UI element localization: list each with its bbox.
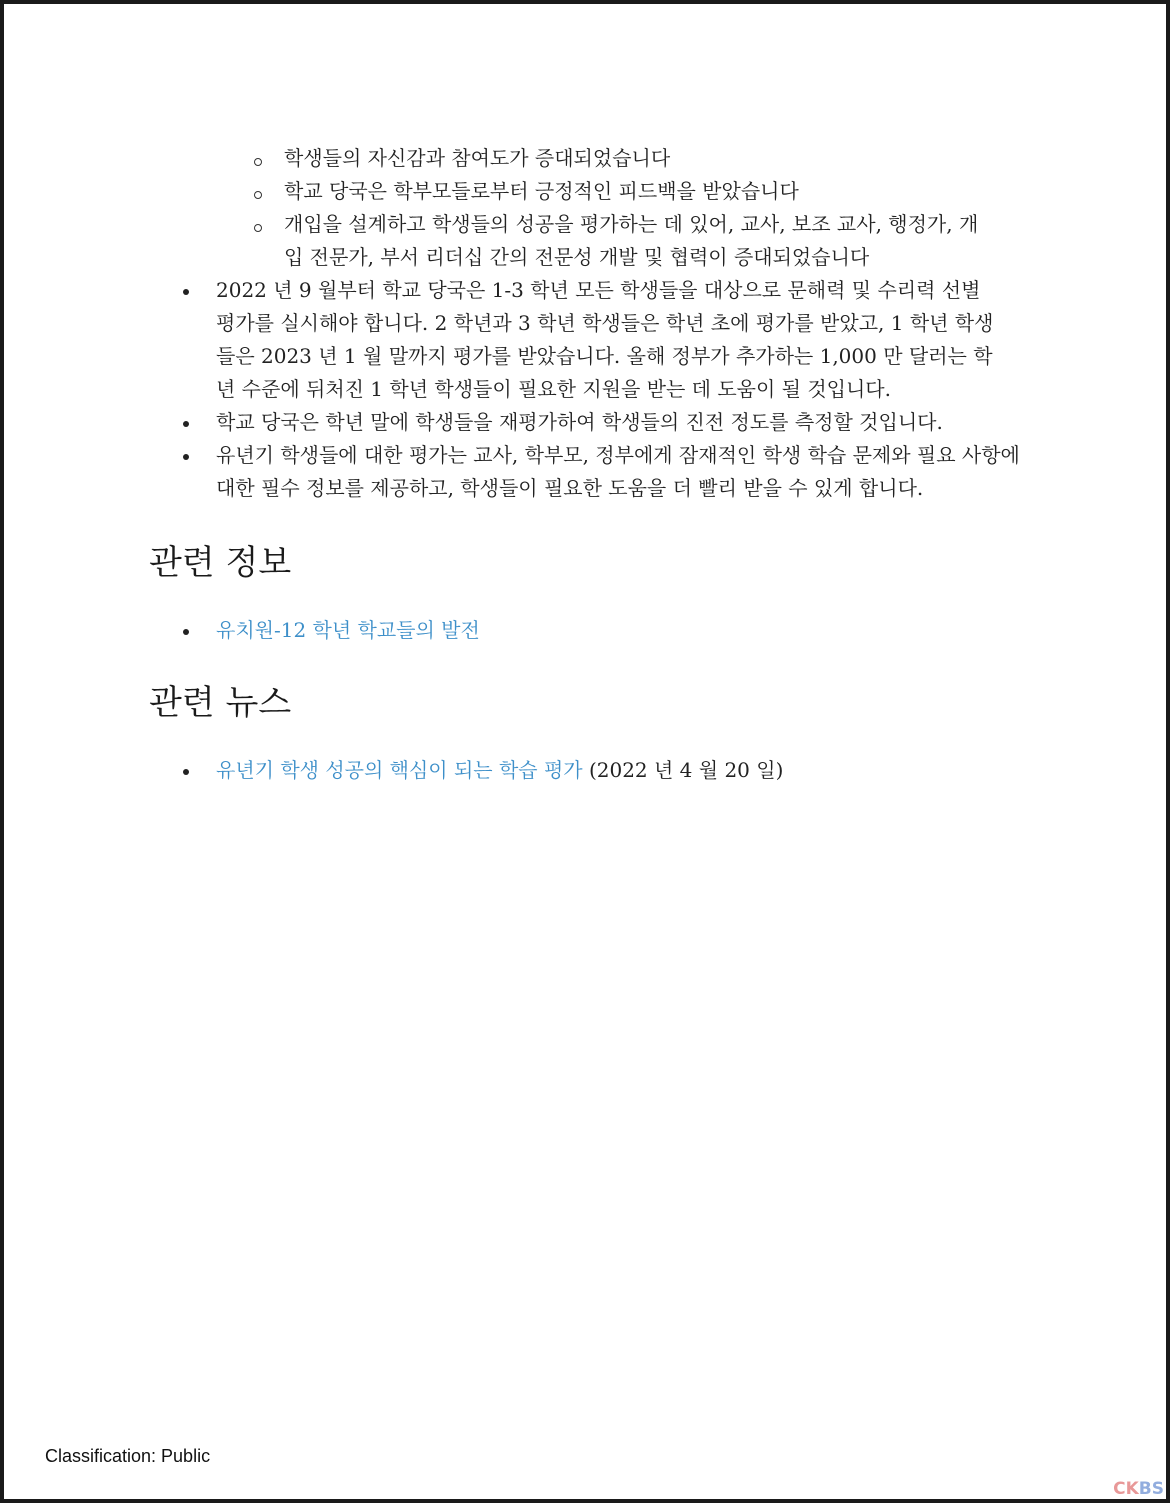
sub-bullet-item: 학교 당국은 학부모들로부터 긍정적인 피드백을 받았습니다 [284,175,1049,208]
sub-bullet-item: 개입을 설계하고 학생들의 성공을 평가하는 데 있어, 교사, 보조 교사, 행정가, 개입 전문가, 부서 리더십 간의 전문성 개발 및 협력이 증대되었습니다 [284,208,984,274]
related-info-item [216,614,1049,647]
watermark-logo [1113,1479,1164,1499]
related-news-item [216,754,1049,787]
main-bullet-item: 학교 당국은 학년 말에 학생들을 재평가하여 학생들의 진전 정도를 측정할 것입니다. [216,406,976,439]
watermark-part-1: CK [1113,1479,1139,1499]
main-bullet-item: 2022 년 9 월부터 학교 당국은 1-3 학년 모든 학생들을 대상으로 문해력 및 수리력 선별 평가를 실시해야 합니다. 2 학년과 3 학년 학생들은 학년 초에 평가를 받았고, 1 학년 학생들은 2023 년 1 월 말까지 평가를 받았습니다. 올해 정부가 추가하는 1,000 만 달러는 학년 수준에 뒤처진 1 학년 학생들이 필요한 지원을 받는 데 도움이 될 것입니다. [216,274,1006,406]
watermark-part-2: BS [1138,1479,1164,1499]
main-bullet-item: 유년기 학생들에 대한 평가는 교사, 학부모, 정부에게 잠재적인 학생 학습 문제와 필요 사항에 대한 필수 정보를 제공하고, 학생들이 필요한 도움을 더 빨리 받을 수 있게 합니다. [216,439,1036,505]
sub-bullet-item: 학생들의 자신감과 참여도가 증대되었습니다 [284,142,1049,175]
sub-bullet-list [149,142,1049,274]
related-info-heading: 관련 정보 [149,543,292,583]
related-news-heading: 관련 뉴스 [149,683,292,723]
related-info-link[interactable]: 유치원-12 학년 학교들의 발전 [216,618,480,642]
document-content [149,142,1049,787]
related-info-list [149,614,1049,647]
related-news-list [149,754,1049,787]
classification-label: Classification: Public [45,1446,211,1466]
related-news-date: (2022 년 4 월 20 일) [582,758,784,782]
main-bullet-list [149,274,1049,505]
related-news-link[interactable]: 유년기 학생 성공의 핵심이 되는 학습 평가 [216,758,583,782]
